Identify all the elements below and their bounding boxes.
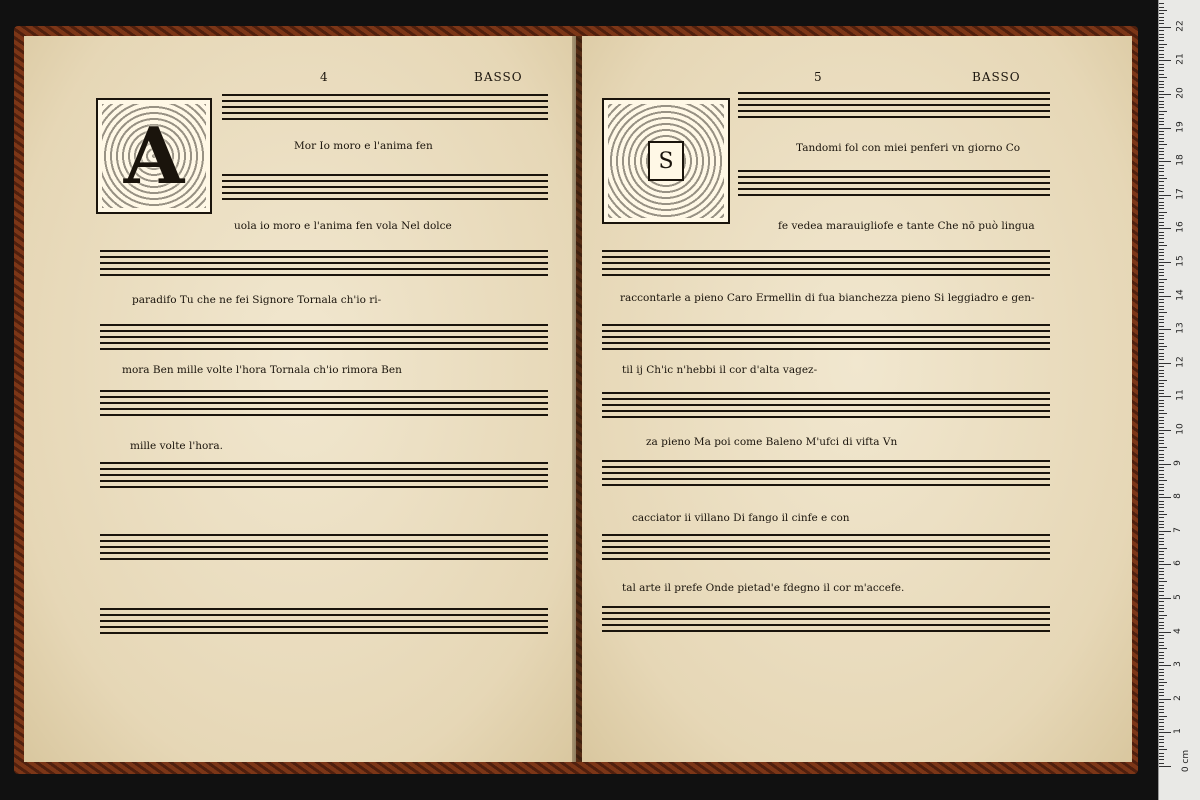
music-staff	[222, 174, 548, 202]
ruler-tick	[1159, 490, 1164, 491]
ruler-tick	[1159, 198, 1164, 199]
ruler-tick	[1159, 228, 1171, 229]
ruler-tick	[1159, 138, 1164, 139]
ruler-tick	[1159, 611, 1164, 612]
ruler-tick	[1159, 658, 1164, 659]
ruler-tick	[1159, 158, 1164, 159]
ruler-tick	[1159, 353, 1164, 354]
ruler-number: 17	[1175, 188, 1186, 200]
ruler-tick	[1159, 742, 1164, 743]
ruler-tick	[1159, 554, 1164, 555]
music-staff-empty	[100, 462, 548, 490]
ruler-tick	[1159, 689, 1164, 690]
ruler-tick	[1159, 171, 1164, 172]
ruler-tick	[1159, 675, 1164, 676]
ruler-tick	[1159, 363, 1171, 364]
ruler-tick	[1159, 70, 1164, 71]
ruler-tick	[1159, 685, 1164, 686]
ruler-number: 18	[1175, 154, 1186, 166]
ruler-tick	[1159, 669, 1164, 670]
ruler-tick	[1159, 574, 1164, 575]
ruler-tick	[1159, 339, 1164, 340]
ruler-tick	[1159, 376, 1164, 377]
ruler-tick	[1159, 622, 1164, 623]
ruler-tick	[1159, 595, 1164, 596]
ruler-tick	[1159, 454, 1164, 455]
ruler-tick	[1159, 739, 1164, 740]
ruler-tick	[1159, 581, 1167, 582]
ruler-tick	[1159, 336, 1164, 337]
ruler-tick	[1159, 141, 1164, 142]
ruler-tick	[1159, 104, 1164, 105]
ruler-tick	[1159, 417, 1164, 418]
ruler-number: 13	[1175, 322, 1186, 334]
ruler-tick	[1159, 494, 1164, 495]
ruler-tick	[1159, 544, 1164, 545]
left-page-number: 4	[320, 70, 329, 84]
ruler-tick	[1159, 299, 1164, 300]
measurement-ruler	[1158, 0, 1200, 800]
ruler-tick	[1159, 74, 1164, 75]
music-staff	[100, 390, 548, 418]
ruler-tick	[1159, 309, 1164, 310]
ruler-tick	[1159, 178, 1167, 179]
ruler-tick	[1159, 464, 1171, 465]
ruler-tick	[1159, 44, 1167, 45]
ruler-tick	[1159, 726, 1164, 727]
ruler-tick	[1159, 746, 1164, 747]
ruler-tick	[1159, 487, 1164, 488]
ruler-tick	[1159, 437, 1164, 438]
ruler-tick	[1159, 316, 1164, 317]
ruler-tick	[1159, 275, 1164, 276]
ruler-tick	[1159, 517, 1164, 518]
lyric-line: Tandomi fol con miei penferi vn giorno Co	[796, 142, 1021, 154]
lyric-line: fe vedea marauigliofe e tante Che nō può lingua	[778, 220, 1035, 232]
ruler-number: 21	[1175, 53, 1186, 66]
ruler-tick	[1159, 514, 1167, 515]
ruler-tick	[1159, 591, 1164, 592]
ruler-tick	[1159, 420, 1164, 421]
ruler-tick	[1159, 638, 1164, 639]
ruler-tick	[1159, 7, 1164, 8]
ruler-tick	[1159, 47, 1164, 48]
ruler-tick	[1159, 208, 1164, 209]
ruler-tick	[1159, 97, 1164, 98]
ruler-tick	[1159, 222, 1164, 223]
music-staff-empty	[100, 534, 548, 562]
lyric-line: mille volte l'hora.	[130, 440, 223, 452]
ruler-tick	[1159, 205, 1164, 206]
ruler-tick	[1159, 286, 1164, 287]
lyric-line: Mor Io moro e l'anima fen	[294, 140, 433, 152]
ruler-tick	[1159, 349, 1164, 350]
ruler-tick	[1159, 618, 1164, 619]
ruler-tick	[1159, 541, 1164, 542]
ruler-tick	[1159, 642, 1164, 643]
ruler-tick	[1159, 538, 1164, 539]
ruler-number: 10	[1175, 423, 1186, 435]
ruler-tick	[1159, 497, 1171, 498]
ruler-tick	[1159, 753, 1164, 754]
music-staff-empty	[602, 606, 1050, 634]
ruler-tick	[1159, 235, 1164, 236]
ruler-tick	[1159, 410, 1164, 411]
ruler-tick	[1159, 588, 1164, 589]
ruler-tick	[1159, 729, 1164, 730]
ruler-tick	[1159, 333, 1164, 334]
ruler-tick	[1159, 232, 1164, 233]
ruler-tick	[1159, 165, 1164, 166]
ruler-tick	[1159, 282, 1164, 283]
ruler-tick	[1159, 732, 1171, 733]
ruler-tick	[1159, 306, 1164, 307]
ruler-tick	[1159, 716, 1167, 717]
ruler-tick	[1159, 531, 1171, 532]
ruler-tick	[1159, 628, 1164, 629]
lyric-line: tal arte il prefe Onde pietad'e fdegno il cor m'accefe.	[622, 582, 905, 594]
ruler-number: 3	[1172, 661, 1183, 668]
ruler-tick	[1159, 20, 1164, 21]
ruler-tick	[1159, 37, 1164, 38]
ruler-tick	[1159, 430, 1171, 431]
ruler-tick	[1159, 655, 1164, 656]
ruler-tick	[1159, 501, 1164, 502]
ruler-tick	[1159, 413, 1167, 414]
ruler-tick	[1159, 722, 1164, 723]
ruler-tick	[1159, 443, 1164, 444]
music-staff	[100, 324, 548, 352]
ruler-tick	[1159, 370, 1164, 371]
ruler-tick	[1159, 766, 1171, 767]
ruler-tick	[1159, 249, 1164, 250]
ruler-tick	[1159, 128, 1171, 129]
ruler-tick	[1159, 672, 1164, 673]
decorated-initial-s	[602, 98, 730, 224]
ruler-tick	[1159, 245, 1167, 246]
ruler-tick	[1159, 191, 1164, 192]
ruler-tick	[1159, 57, 1164, 58]
ruler-tick	[1159, 450, 1164, 451]
ruler-number: 16	[1175, 221, 1186, 234]
ruler-tick	[1159, 81, 1164, 82]
ruler-tick	[1159, 356, 1164, 357]
ruler-tick	[1159, 383, 1164, 384]
ruler-tick	[1159, 302, 1164, 303]
ruler-tick	[1159, 168, 1164, 169]
ruler-tick	[1159, 218, 1164, 219]
ruler-tick	[1159, 40, 1164, 41]
ruler-tick	[1159, 148, 1164, 149]
ruler-tick	[1159, 460, 1164, 461]
right-page-number: 5	[814, 70, 823, 84]
ruler-tick	[1159, 154, 1164, 155]
ruler-tick	[1159, 101, 1164, 102]
ruler-number: 12	[1175, 356, 1186, 368]
ruler-tick	[1159, 568, 1164, 569]
ruler-tick	[1159, 400, 1164, 401]
ruler-tick	[1159, 255, 1164, 256]
ruler-tick	[1159, 692, 1164, 693]
ruler-tick	[1159, 712, 1164, 713]
ruler-tick	[1159, 366, 1164, 367]
decorated-initial-a	[96, 98, 212, 214]
lyric-line: cacciator ii villano Di fango il cinfe e con	[632, 512, 850, 524]
ruler-tick	[1159, 23, 1164, 24]
ruler-tick	[1159, 511, 1164, 512]
ruler-tick	[1159, 50, 1164, 51]
ruler-tick	[1159, 91, 1164, 92]
ruler-tick	[1159, 3, 1164, 4]
ruler-tick	[1159, 524, 1164, 525]
music-staff	[602, 324, 1050, 352]
ruler-number: 7	[1172, 526, 1183, 533]
music-staff	[602, 460, 1050, 488]
ruler-tick	[1159, 252, 1164, 253]
ruler-tick	[1159, 225, 1164, 226]
ruler-tick	[1159, 30, 1164, 31]
ruler-tick	[1159, 756, 1164, 757]
music-staff	[602, 534, 1050, 562]
ruler-tick	[1159, 289, 1164, 290]
ruler-tick	[1159, 457, 1164, 458]
ruler-tick	[1159, 67, 1164, 68]
ruler-tick	[1159, 359, 1164, 360]
lyric-line: raccontarle a pieno Caro Ermellin di fua bianchezza pieno Si leggiadro e gen-	[620, 292, 1035, 304]
ruler-tick	[1159, 427, 1164, 428]
ruler-tick	[1159, 17, 1164, 18]
ruler-tick	[1159, 662, 1164, 663]
ruler-tick	[1159, 695, 1164, 696]
ruler-tick	[1159, 521, 1164, 522]
ruler-tick	[1159, 440, 1164, 441]
ruler-tick	[1159, 393, 1164, 394]
ruler-tick	[1159, 131, 1164, 132]
ruler-tick	[1159, 107, 1164, 108]
ruler-tick	[1159, 185, 1164, 186]
ruler-tick	[1159, 111, 1167, 112]
ruler-tick	[1159, 161, 1171, 162]
ruler-tick	[1159, 202, 1164, 203]
ruler-tick	[1159, 175, 1164, 176]
ruler-tick	[1159, 632, 1171, 633]
ruler-tick	[1159, 598, 1171, 599]
ruler-tick	[1159, 615, 1167, 616]
ruler-tick	[1159, 406, 1164, 407]
ruler-tick	[1159, 13, 1164, 14]
ruler-tick	[1159, 679, 1164, 680]
ruler-tick	[1159, 467, 1164, 468]
ruler-tick	[1159, 121, 1164, 122]
ruler-tick	[1159, 144, 1167, 145]
ruler-tick	[1159, 709, 1164, 710]
ruler-number: 14	[1175, 288, 1186, 301]
ruler-tick	[1159, 763, 1164, 764]
ruler-tick	[1159, 534, 1164, 535]
ruler-tick	[1159, 527, 1164, 528]
ruler-tick	[1159, 181, 1164, 182]
ruler-tick	[1159, 84, 1164, 85]
ruler-tick	[1159, 212, 1167, 213]
ruler-tick	[1159, 433, 1164, 434]
ruler-tick	[1159, 564, 1171, 565]
ruler-tick	[1159, 706, 1164, 707]
music-staff	[222, 94, 548, 122]
music-staff	[738, 170, 1050, 198]
ruler-tick	[1159, 312, 1167, 313]
music-staff	[738, 92, 1050, 120]
ruler-tick	[1159, 188, 1164, 189]
ruler-tick	[1159, 118, 1164, 119]
ruler-tick	[1159, 702, 1164, 703]
ruler-tick	[1159, 645, 1164, 646]
ruler-tick	[1159, 215, 1164, 216]
ruler-tick	[1159, 578, 1164, 579]
ruler-tick	[1159, 124, 1164, 125]
ruler-tick	[1159, 403, 1164, 404]
ruler-tick	[1159, 699, 1171, 700]
ruler-unit-label: 0 cm	[1181, 749, 1192, 773]
ruler-tick	[1159, 296, 1171, 297]
ruler-number: 8	[1172, 493, 1183, 500]
ruler-tick	[1159, 396, 1171, 397]
ruler-tick	[1159, 682, 1167, 683]
ruler-tick	[1159, 477, 1164, 478]
ruler-tick	[1159, 292, 1164, 293]
ruler-tick	[1159, 343, 1164, 344]
ruler-tick	[1159, 262, 1171, 263]
ruler-tick	[1159, 77, 1167, 78]
ruler-tick	[1159, 423, 1164, 424]
lyric-line: til ij Ch'ic n'hebbi il cor d'alta vagez-	[622, 364, 818, 376]
ruler-tick	[1159, 195, 1171, 196]
ruler-tick	[1159, 571, 1164, 572]
ruler-tick	[1159, 474, 1164, 475]
ruler-tick	[1159, 652, 1164, 653]
ruler-tick	[1159, 548, 1167, 549]
ruler-tick	[1159, 605, 1164, 606]
ruler-tick	[1159, 151, 1164, 152]
lyric-line: za pieno Ma poi come Baleno M'ufci di vifta Vn	[646, 436, 898, 448]
ruler-tick	[1159, 504, 1164, 505]
ruler-tick	[1159, 480, 1167, 481]
lyric-line: uola io moro e l'anima fen vola Nel dolce	[234, 220, 452, 232]
ruler-tick	[1159, 386, 1164, 387]
ruler-tick	[1159, 601, 1164, 602]
music-staff	[602, 250, 1050, 278]
ruler-tick	[1159, 238, 1164, 239]
ruler-tick	[1159, 759, 1164, 760]
ruler-tick	[1159, 54, 1164, 55]
ruler-tick	[1159, 665, 1171, 666]
ruler-tick	[1159, 390, 1164, 391]
ruler-number: 11	[1175, 389, 1186, 402]
left-page	[24, 36, 576, 762]
ruler-tick	[1159, 134, 1164, 135]
ruler-tick	[1159, 272, 1164, 273]
ruler-number: 4	[1172, 627, 1183, 634]
ruler-tick	[1159, 551, 1164, 552]
ruler-tick	[1159, 373, 1164, 374]
ruler-number: 2	[1172, 694, 1183, 701]
ruler-tick	[1159, 87, 1164, 88]
ruler-tick	[1159, 561, 1164, 562]
ruler-number: 22	[1175, 20, 1186, 32]
ruler-number: 20	[1175, 87, 1186, 99]
initial-letter: S	[658, 148, 674, 174]
ruler-number: 5	[1172, 594, 1183, 600]
music-staff-empty	[100, 608, 548, 636]
ruler-tick	[1159, 447, 1167, 448]
lyric-line: mora Ben mille volte l'hora Tornala ch'io rimora Ben	[122, 364, 402, 376]
ruler-tick	[1159, 736, 1164, 737]
ruler-tick	[1159, 269, 1164, 270]
ruler-tick	[1159, 326, 1164, 327]
ruler-tick	[1159, 10, 1167, 11]
ruler-tick	[1159, 719, 1164, 720]
ruler-tick	[1159, 484, 1164, 485]
ruler-number: 1	[1172, 728, 1183, 735]
ruler-tick	[1159, 346, 1167, 347]
ruler-tick	[1159, 322, 1164, 323]
music-staff	[100, 250, 548, 278]
ruler-number: 9	[1172, 459, 1183, 466]
ruler-tick	[1159, 265, 1164, 266]
ruler-tick	[1159, 470, 1164, 471]
right-page	[582, 36, 1132, 762]
ruler-number: 19	[1175, 120, 1186, 133]
ruler-tick	[1159, 648, 1167, 649]
ruler-tick	[1159, 585, 1164, 586]
ruler-tick	[1159, 507, 1164, 508]
ruler-tick	[1159, 625, 1164, 626]
ruler-tick	[1159, 279, 1167, 280]
ruler-tick	[1159, 27, 1171, 28]
initial-letter-box	[648, 141, 684, 181]
ruler-tick	[1159, 94, 1171, 95]
ruler-tick	[1159, 749, 1167, 750]
ruler-tick	[1159, 64, 1164, 65]
ruler-tick	[1159, 34, 1164, 35]
ruler-tick	[1159, 114, 1164, 115]
initial-letter: A	[123, 110, 185, 202]
music-staff	[602, 392, 1050, 420]
lyric-line: paradifo Tu che ne fei Signore Tornala ch'io ri-	[132, 294, 382, 306]
right-part-name: BASSO	[972, 70, 1021, 84]
ruler-tick	[1159, 259, 1164, 260]
left-part-name: BASSO	[474, 70, 523, 84]
ruler-tick	[1159, 635, 1164, 636]
ruler-tick	[1159, 319, 1164, 320]
ruler-tick	[1159, 60, 1171, 61]
ruler-number: 15	[1175, 255, 1186, 267]
ruler-tick	[1159, 608, 1164, 609]
ruler-tick	[1159, 558, 1164, 559]
ruler-tick	[1159, 380, 1167, 381]
ruler-tick	[1159, 242, 1164, 243]
ruler-tick	[1159, 329, 1171, 330]
ruler-number: 6	[1172, 560, 1183, 567]
